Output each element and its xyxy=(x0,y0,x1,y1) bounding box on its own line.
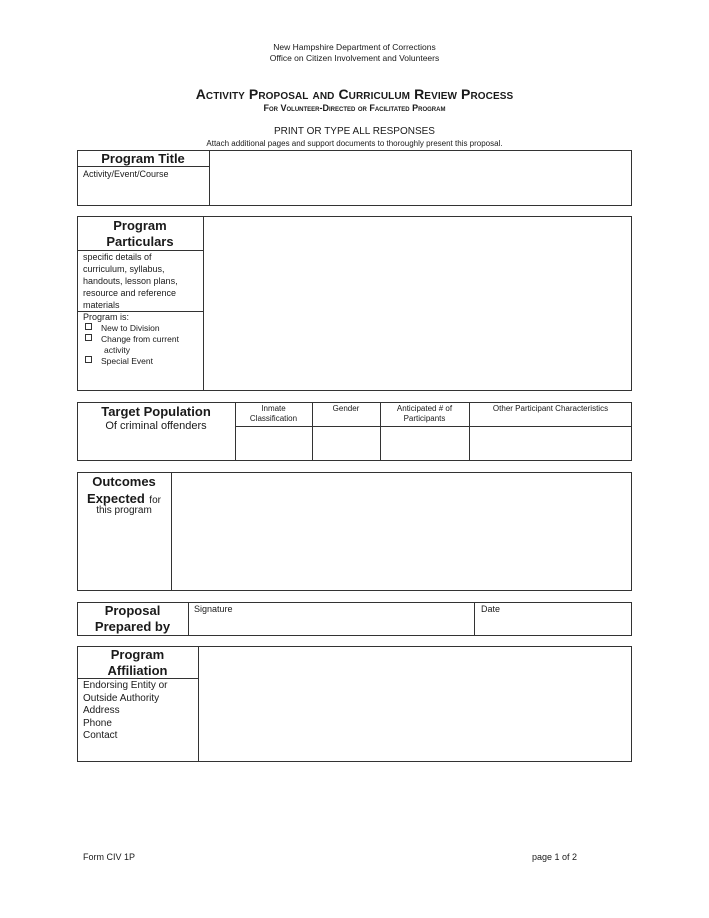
proposal-label-2: Prepared by xyxy=(94,619,171,634)
anticipated-participants-field[interactable] xyxy=(381,427,468,460)
form-title: Activity Proposal and Curriculum Review Process xyxy=(195,86,514,102)
signature-label: Signature xyxy=(194,604,233,614)
target-population-sublabel: Of criminal offenders xyxy=(105,420,207,432)
date-field[interactable] xyxy=(476,615,630,634)
affiliation-label-2: Affiliation xyxy=(107,663,168,678)
page-number: page 1 of 2 xyxy=(532,852,578,862)
department-name: New Hampshire Department of Corrections xyxy=(273,42,436,52)
program-title-label: Program Title xyxy=(101,151,185,166)
outcomes-field[interactable] xyxy=(173,474,630,589)
target-population-label: Target Population xyxy=(101,404,211,419)
outcomes-label-2: Expected for xyxy=(87,491,161,506)
col-anticipated-participants: Anticipated # of Participants xyxy=(396,404,453,423)
outcomes-label-3: this program xyxy=(96,505,152,516)
affiliation-field[interactable] xyxy=(200,648,630,760)
program-particulars-label-1: Program xyxy=(113,218,167,233)
checkbox-icon[interactable] xyxy=(85,323,92,330)
affiliation-fields-list: Endorsing Entity or Outside Authority Address Phone Contact xyxy=(83,680,168,741)
checkbox-icon[interactable] xyxy=(85,356,92,363)
program-title-sublabel: Activity/Event/Course xyxy=(83,169,169,179)
col-other-characteristics: Other Participant Characteristics xyxy=(492,404,609,413)
date-label: Date xyxy=(481,604,501,614)
print-instruction: PRINT OR TYPE ALL RESPONSES xyxy=(274,126,435,137)
gender-field[interactable] xyxy=(313,427,379,460)
office-name: Office on Citizen Involvement and Volunteers xyxy=(269,53,440,63)
signature-field[interactable] xyxy=(190,615,472,634)
option-special-event[interactable]: Special Event xyxy=(85,356,153,367)
option-change-continuation: activity xyxy=(104,345,130,355)
affiliation-label-1: Program xyxy=(110,647,165,662)
checkbox-icon[interactable] xyxy=(85,334,92,341)
col-inmate-classification: Inmate Classification xyxy=(249,404,298,423)
program-is-label: Program is: xyxy=(83,312,130,322)
proposal-label-1: Proposal xyxy=(104,603,161,618)
option-new-to-division[interactable]: New to Division xyxy=(85,323,160,334)
program-particulars-label-2: Particulars xyxy=(106,234,174,249)
particulars-details: specific details of curriculum, syllabus, handouts, lesson plans, resource and reference materials xyxy=(83,252,178,310)
form-subtitle: For Volunteer-Directed or Facilitated Program xyxy=(263,103,446,113)
option-change-from-current[interactable]: Change from current xyxy=(85,334,179,345)
outcomes-label-1: Outcomes xyxy=(92,474,156,489)
form-id: Form CIV 1P xyxy=(83,852,136,862)
col-gender: Gender xyxy=(332,404,360,413)
program-title-field[interactable] xyxy=(211,151,630,204)
attach-note: Attach additional pages and support documents to thoroughly present this proposal. xyxy=(206,139,503,148)
inmate-classification-field[interactable] xyxy=(236,427,311,460)
other-characteristics-field[interactable] xyxy=(470,427,631,460)
program-particulars-field[interactable] xyxy=(205,218,630,389)
